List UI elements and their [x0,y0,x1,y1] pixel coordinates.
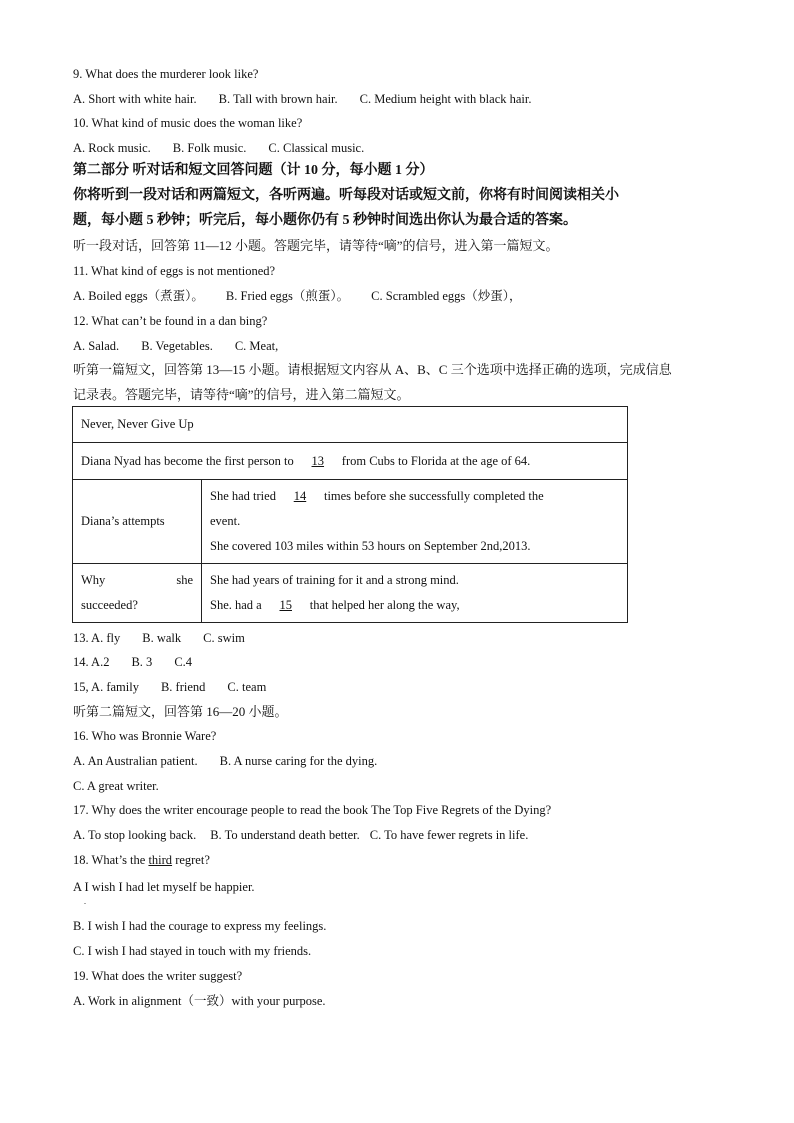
question-13-options [73,630,245,646]
option-c: C.4 [174,655,193,669]
question-10-stem: 10. What kind of music does the woman like? [73,116,303,130]
attempts-text-post: times before she successfully completed the [323,489,544,503]
question-14-options [73,654,192,670]
question-18-option-b: B. I wish I had the courage to express my feelings. [73,919,327,933]
question-12-options [73,338,278,354]
label-why: Why [81,573,106,587]
label-she: she [176,573,193,587]
question-16-options [73,753,377,769]
attempts-text-pre: She had tried [210,489,276,503]
part2-instruction-1: 你将听到一段对话和两篇短文，各听两遍。听每段对话或短文前，你将有时间阅读相关小 [73,188,619,203]
label-succeeded: succeeded? [81,598,138,612]
question-18-option-c: C. I wish I had stayed in touch with my friends. [73,944,312,958]
option-a: 14. A.2 [73,655,110,669]
row-content-why [202,564,628,623]
question-9-stem: 9. What does the murderer look like? [73,67,259,81]
option-b: B. Fried eggs（煎蛋）。 [225,289,350,303]
option-c: C. Classical music. [268,141,365,155]
stray-dot: . [84,897,86,906]
option-a: A. To stop looking back. [73,828,197,842]
stem-post: regret? [172,853,210,867]
blank-14: 14 [293,489,307,503]
stem-underlined-word: third [148,853,173,867]
option-a: 13. A. fly [73,631,121,645]
part2-instruction-2: 题，每小题 5 秒钟；听完后，每小题你仍有 5 秒钟时间选出你认为最合适的答案。 [73,213,577,228]
passage1-intro-2: 记录表。答题完毕，请等待“嘀”的信号，进入第二篇短文。 [73,387,410,402]
question-19-stem: 19. What does the writer suggest? [73,969,243,983]
option-c: C. To have fewer regrets in life. [369,828,529,842]
option-a: A. Rock music. [73,141,151,155]
stem-pre: 18. What’s the [73,853,149,867]
option-b: B. friend [160,680,206,694]
row-label-attempts: Diana’s attempts [73,480,202,564]
info-record-table [72,406,628,623]
question-17-options [73,827,528,843]
passage1-intro-1: 听第一篇短文，回答第 13—15 小题。请根据短文内容从 A、B、C 三个选项中选择正确的选项，完成信息 [73,362,672,377]
question-16-option-c: C. A great writer. [73,779,159,793]
question-18-option-a: A I wish I had let myself be happier. [73,880,255,894]
passage2-intro: 听第二篇短文，回答第 16—20 小题。 [73,704,288,719]
option-c: C. Meat, [234,339,279,353]
option-b: B. Folk music. [172,141,247,155]
row-text-post: from Cubs to Florida at the age of 64. [341,453,531,468]
table-row-fact [73,443,628,480]
attempts-text-line3: She covered 103 miles within 53 hours on September 2nd,2013. [210,539,531,553]
row-label-why [73,564,202,623]
why-text-line1: She had years of training for it and a strong mind. [210,573,459,587]
option-b: B. A nurse caring for the dying. [219,754,378,768]
question-19-option-a: A. Work in alignment（一致）with your purpose. [73,994,326,1008]
question-11-options [73,288,522,304]
option-b: B. To understand death better. [210,828,360,842]
question-16-stem: 16. Who was Bronnie Ware? [73,729,217,743]
why-text-post: that helped her along the way, [309,598,460,612]
option-b: B. 3 [131,655,153,669]
why-text-pre: She. had a [210,598,262,612]
question-18-stem [73,852,210,868]
option-c: C. swim [203,631,245,645]
option-c: C. Scrambled eggs（炒蛋）， [371,289,522,303]
option-a: A. An Australian patient. [73,754,198,768]
question-11-stem: 11. What kind of eggs is not mentioned? [73,264,276,278]
option-c: C. team [227,680,267,694]
attempts-text-line2: event. [210,514,241,528]
dialog-intro: 听一段对话，回答第 11—12 小题。答题完毕，请等待“嘀”的信号，进入第一篇短文。 [73,238,559,253]
option-a: A. Boiled eggs（煮蛋）。 [73,289,204,303]
option-a: 15, A. family [73,680,139,694]
blank-15: 15 [279,598,292,612]
option-c: C. Medium height with black hair. [359,92,532,106]
question-9-options [73,91,532,107]
option-a: A. Salad. [73,339,120,353]
part2-heading: 第二部分 听对话和短文回答问题（计 10 分，每小题 1 分） [73,163,434,178]
row-content-attempts [202,480,628,564]
blank-13: 13 [311,453,325,468]
question-17-stem: 17. Why does the writer encourage people to read the book The Top Five Regrets of the Dying? [73,803,552,817]
table-title: Never, Never Give Up [73,407,628,443]
question-15-options [73,679,266,695]
option-b: B. Vegetables. [141,339,213,353]
option-a: A. Short with white hair. [73,92,197,106]
option-b: B. Tall with brown hair. [218,92,338,106]
row-text-pre: Diana Nyad has become the first person to [81,453,294,468]
question-12-stem: 12. What can’t be found in a dan bing? [73,314,268,328]
option-b: B. walk [142,631,182,645]
question-10-options [73,140,364,156]
